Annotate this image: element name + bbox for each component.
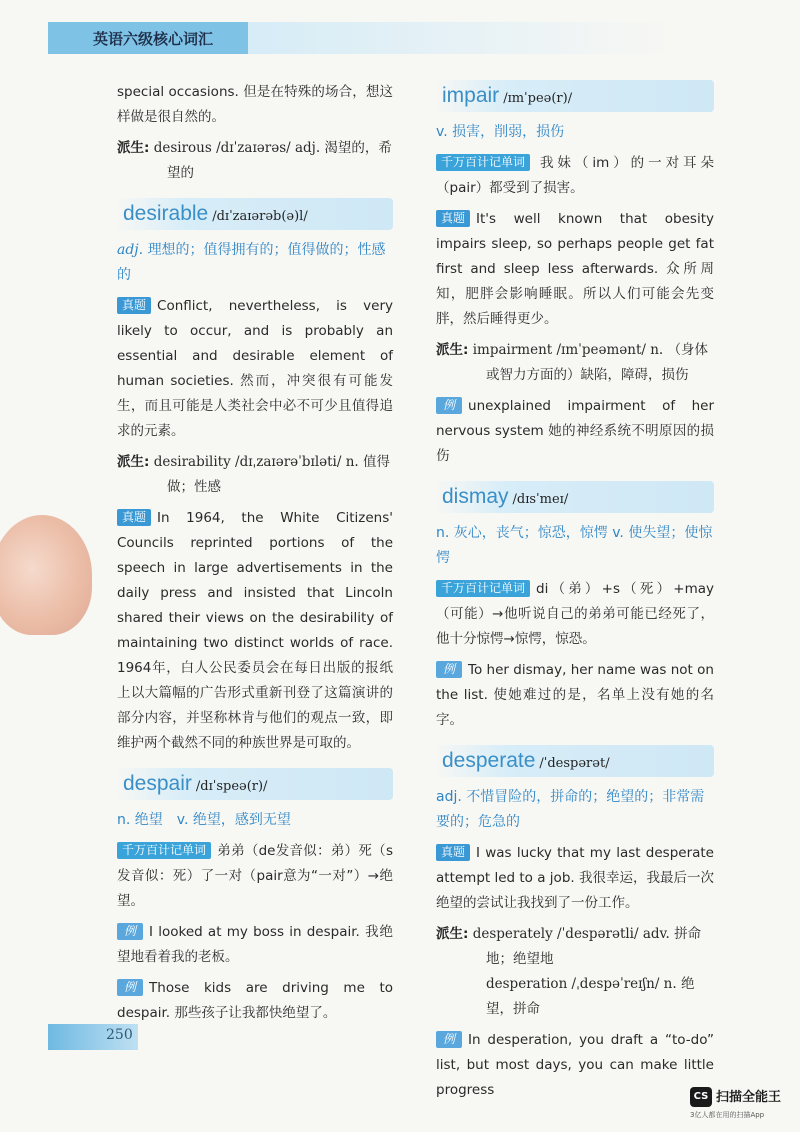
pos-label: adj. xyxy=(117,242,144,258)
derivative-text: impairment /ɪmˈpeəmənt/ n. （身体或智力方面的）缺陷，障碍，损伤 xyxy=(472,342,709,383)
mnemonic-tag: 千万百计记单词 xyxy=(117,842,211,859)
derivative-impairment xyxy=(436,338,714,388)
scanner-app-name: 扫描全能王 xyxy=(716,1090,782,1105)
derivative-text-2: desperation /ˌdespəˈreɪʃn/ n. 绝望，拼命 xyxy=(486,976,695,1017)
left-column xyxy=(117,80,393,1032)
headword-dismay: dismay xyxy=(442,485,509,508)
zhenti-text: I was lucky that my last desperate attempt led to a job. 我很幸运，我最后一次绝望的尝试让我找到了一份工作。 xyxy=(436,845,714,911)
meaning-desperate: adj. 不惜冒险的，拼命的；绝望的；非常需要的；危急的 xyxy=(436,789,705,830)
zhenti-tag: 真题 xyxy=(117,297,151,314)
derivative-desirability xyxy=(117,450,393,500)
headword-despair: despair xyxy=(123,772,192,795)
example-text: In desperation, you draft a “to-do” list, but most days, you can make little progress xyxy=(436,1032,714,1098)
derivative-desperately xyxy=(436,922,714,1022)
example-tag: 例 xyxy=(436,397,462,414)
example-text: Those kids are driving me to despair. 那些孩子让我都快绝望了。 xyxy=(117,980,393,1021)
headword-desirable: desirable xyxy=(123,202,209,225)
deriv-label: 派生: xyxy=(117,454,150,470)
zhenti-tag: 真题 xyxy=(436,210,470,227)
phonetic-dismay: /dɪsˈmeɪ/ xyxy=(512,492,569,507)
meaning-impair: v. 损害，削弱，损伤 xyxy=(436,124,565,140)
deriv-label: 派生: xyxy=(436,342,469,358)
mnemonic-tag: 千万百计记单词 xyxy=(436,580,530,597)
derivative-text: desirability /dɪˌzaɪərəˈbɪləti/ n. 值得做；性感 xyxy=(153,454,390,495)
phonetic-desperate: /ˈdespərət/ xyxy=(539,756,610,771)
meaning-dismay: n. 灰心，丧气；惊恐，惊愕 v. 使失望；使惊愕 xyxy=(436,525,713,566)
intro-paragraph: special occasions. 但是在特殊的场合，想这样做是很自然的。 xyxy=(117,84,393,125)
right-column xyxy=(436,74,714,1109)
example-text: I looked at my boss in despair. 我绝望地看着我的老板。 xyxy=(117,924,393,965)
example-impair xyxy=(436,394,714,469)
zhenti-tag: 真题 xyxy=(436,844,470,861)
mnemonic-text: 弟弟（de发音似：弟）死（s发音似：死）了一对（pair意为“一对”）→绝望。 xyxy=(117,843,393,909)
finger-image xyxy=(0,515,92,635)
example-tag: 例 xyxy=(117,923,143,940)
phonetic-despair: /dɪˈspeə(r)/ xyxy=(195,779,268,794)
derivative-desirous xyxy=(117,136,393,186)
entry-header-dismay xyxy=(436,481,714,513)
derivative-text: desperately /ˈdespərətli/ adv. 拼命地；绝望地 xyxy=(472,926,702,967)
meaning-text: 理想的；值得拥有的；值得做的；性感的 xyxy=(117,242,386,283)
zhenti-desirable-1 xyxy=(117,294,393,444)
zhenti-text: Conflict, nevertheless, is very likely to occur, and is probably an essential and desirable element of human societies. 然而，冲突很有可能发生，而且可能是人类社会中必不可少且值得追求的元素。 xyxy=(117,298,393,439)
example-desperate xyxy=(436,1028,714,1103)
example-dismay xyxy=(436,658,714,733)
example-text: To her dismay, her name was not on the list. 使她难过的是，名单上没有她的名字。 xyxy=(436,662,714,728)
entry-header-desirable xyxy=(117,198,393,230)
entry-header-impair xyxy=(436,80,714,112)
example-despair-1 xyxy=(117,920,393,970)
zhenti-tag: 真题 xyxy=(117,509,151,526)
example-text: unexplained impairment of her nervous system 她的神经系统不明原因的损伤 xyxy=(436,398,714,464)
derivative-text: desirous /dɪˈzaɪərəs/ adj. 渴望的，希望的 xyxy=(153,140,392,181)
deriv-label: 派生: xyxy=(117,140,150,156)
zhenti-text: In 1964, the White Citizens' Councils reprinted portions of the speech in large advertisements in the daily press and insisted that Lincoln shared their views on the desirability of maintaining two distinct worlds of race. 1964年，白人公民委员会在每日出版的报纸上以大篇幅的广告形式重新刊登了这篇演讲的部分内容，并坚称林肯与他们的观点一致，即维护两个截然不同的种族世界是可取的。 xyxy=(117,510,393,751)
headword-desperate: desperate xyxy=(442,749,536,772)
mnemonic-tag: 千万百计记单词 xyxy=(436,154,530,171)
page-number: 250 xyxy=(106,1027,133,1043)
header-fade xyxy=(248,22,668,54)
example-despair-2 xyxy=(117,976,393,1026)
zhenti-text: It's well known that obesity impairs sleep, so perhaps people get fat first and sleep less afterwards. 众所周知，肥胖会影响睡眠。所以人们可能会先变胖，然后睡得更少。 xyxy=(436,211,714,327)
zhenti-desirable-2 xyxy=(117,506,393,756)
scanner-logo-icon: CS xyxy=(690,1087,712,1107)
deriv-label: 派生: xyxy=(436,926,469,942)
mnemonic-despair xyxy=(117,839,393,914)
mnemonic-dismay xyxy=(436,577,714,652)
zhenti-desperate xyxy=(436,841,714,916)
entry-header-despair xyxy=(117,768,393,800)
example-tag: 例 xyxy=(117,979,143,996)
example-tag: 例 xyxy=(436,661,462,678)
mnemonic-text: di（弟）+s（死）+may（可能）→他听说自己的弟弟可能已经死了，他十分惊愕→惊愕，惊恐。 xyxy=(436,581,714,647)
entry-header-desperate xyxy=(436,745,714,777)
mnemonic-impair xyxy=(436,151,714,201)
phonetic-impair: /ɪmˈpeə(r)/ xyxy=(503,91,573,106)
mnemonic-text: 我妹（im）的一对耳朵（pair）都受到了损害。 xyxy=(436,155,714,196)
scanner-app-tagline: 3亿人都在用的扫描App xyxy=(690,1111,765,1119)
phonetic-desirable: /dɪˈzaɪərəb(ə)l/ xyxy=(212,209,308,224)
zhenti-impair xyxy=(436,207,714,332)
example-tag: 例 xyxy=(436,1031,462,1048)
meaning-despair: n. 绝望 v. 绝望，感到无望 xyxy=(117,812,291,828)
meaning-desirable xyxy=(117,238,393,288)
running-header-title: 英语六级核心词汇 xyxy=(92,30,213,48)
headword-impair: impair xyxy=(442,84,500,107)
